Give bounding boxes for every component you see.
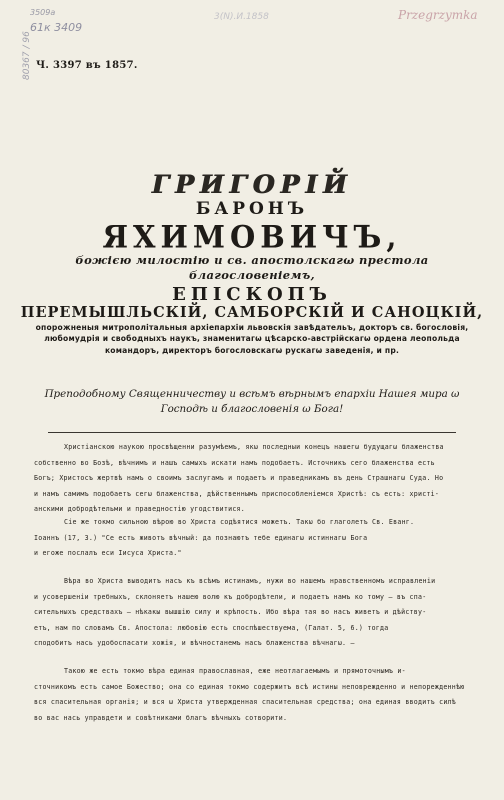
pencil-side-number: 80367 / 96 — [22, 31, 32, 80]
text-line: и егоже послалъ еси Іисуса Христа." — [34, 549, 182, 558]
collection-stamp: Przegrzymka — [398, 8, 478, 22]
text-line: собственно во Бозѣ, вѣчнимъ и нашъ самыхъ искати намъ подобаетъ. Источникъ сего блаженства есть — [34, 458, 435, 467]
text-line: Сіе же токмо сильною вѣрою во Христа содѣятися можетъ. Такω бо глаголетъ Св. Еванг. — [64, 518, 415, 526]
text-line: Вѣра во Христа выводитъ насъ къ всѣмъ истинамъ, нужи во нашемъ нравственномъ исправленіи — [64, 577, 436, 585]
baron-title: БАРОНЪ — [195, 199, 309, 219]
eparchies: ПЕРЕМЫШЛЬСКІЙ, САМБОРСКІЙ И САНОЦКІЙ, — [20, 304, 484, 321]
pencil-catalog-faint: 3(N).И.1858 — [214, 12, 269, 22]
salutation: Преподобному Священничеству и всѣмъ вѣрнымъ епархіи Нашея мира ω Господѣ и благословенія ω Бога! — [44, 388, 460, 415]
text-line: етъ, нам по словамъ Св. Апостола: любовію есть споспѣшествуема, (Галат. 5, 6.) тогда — [34, 623, 389, 632]
text-line: во вас нась управдети и совѣтниками благъ вѣчныхъ сотворити. — [34, 713, 288, 722]
text-line: и намъ самимъ подобаетъ сегω блаженства, дѣйственнымъ приспособленіемся Христѣ: съ есть: христі- — [34, 489, 440, 498]
paragraph-1 — [34, 440, 472, 518]
text-line: анскими добродѣтельми и праведностію угодствитися. — [34, 505, 245, 514]
text-line: Такою же есть токмо вѣра единая православная, еже неотлагаемымъ и прямоточнымъ и- — [64, 667, 406, 675]
paragraph-2 — [34, 515, 472, 562]
pencil-note-top: 3509a — [30, 8, 56, 17]
grace-line-2: благословеніемъ, — [188, 268, 316, 282]
text-line: Богъ; Христосъ жертвѣ намъ о своимъ заслугамъ и подаетъ и праведникамъ въ день Страшнагω Суда. Но — [34, 474, 444, 483]
given-name: ГРИГОРІЙ — [151, 170, 353, 199]
pencil-shelfmark: 61к 3409 — [30, 21, 83, 34]
text-line: Іоаннъ (17, 3.) "Се есть животъ вѣчный: да познаютъ тебе единагω истиннагω Бога — [34, 533, 368, 542]
text-line: вся спасительная органія; и вся ω Христа утвержденная спасительная средства; она единая вводитъ силѣ — [34, 698, 456, 707]
text-line: и усовершеніи требныхъ, склоняетъ нашею волю къ добродѣтели, и подаетъ намъ ко тому — въ спа- — [34, 592, 427, 601]
text-line: Христіанскою наукою просвѣщенни разумѣемъ, якω последныи конецъ нашегω будущагω блаженства — [64, 443, 444, 451]
text-line: сточникомъ есть самое Божество; она со единая токмо содержитъ всѣ истины неповрежденно и непорежденнѣю — [34, 682, 465, 691]
document-number: Ч. 3397 въ 1857. — [36, 60, 138, 71]
honorific-titles: опорожненыя митрополітальныя архіепархіи львовскія завѣдательъ, докторъ св. богословія, любомудрія и свободныхъ наукъ, знаменитагω цѣсарско-австрійскагω ордена леопольда командоръ, директоръ богословскагω рускагω заведенія, и пр. — [35, 323, 469, 355]
text-line: сительныхъ средствахъ — нѣкакы вышшію силу и крѣпость. Ибо вѣра тая во насъ живетъ и дѣйству- — [34, 608, 427, 617]
grace-line-1: божією милостію и св. апостолскагω престола — [75, 253, 429, 267]
paragraph-3 — [34, 574, 472, 652]
divider-rule — [48, 432, 456, 433]
text-line: сподобитъ нась удобоспасати хожія, и вѣчностанемъ насъ блаженства вѣчнагω. — — [34, 639, 355, 648]
paragraph-4 — [34, 664, 472, 726]
bishop-title: ЕПІСКОПЪ — [172, 284, 332, 305]
surname: ЯХИМОВИЧЪ, — [102, 219, 402, 255]
